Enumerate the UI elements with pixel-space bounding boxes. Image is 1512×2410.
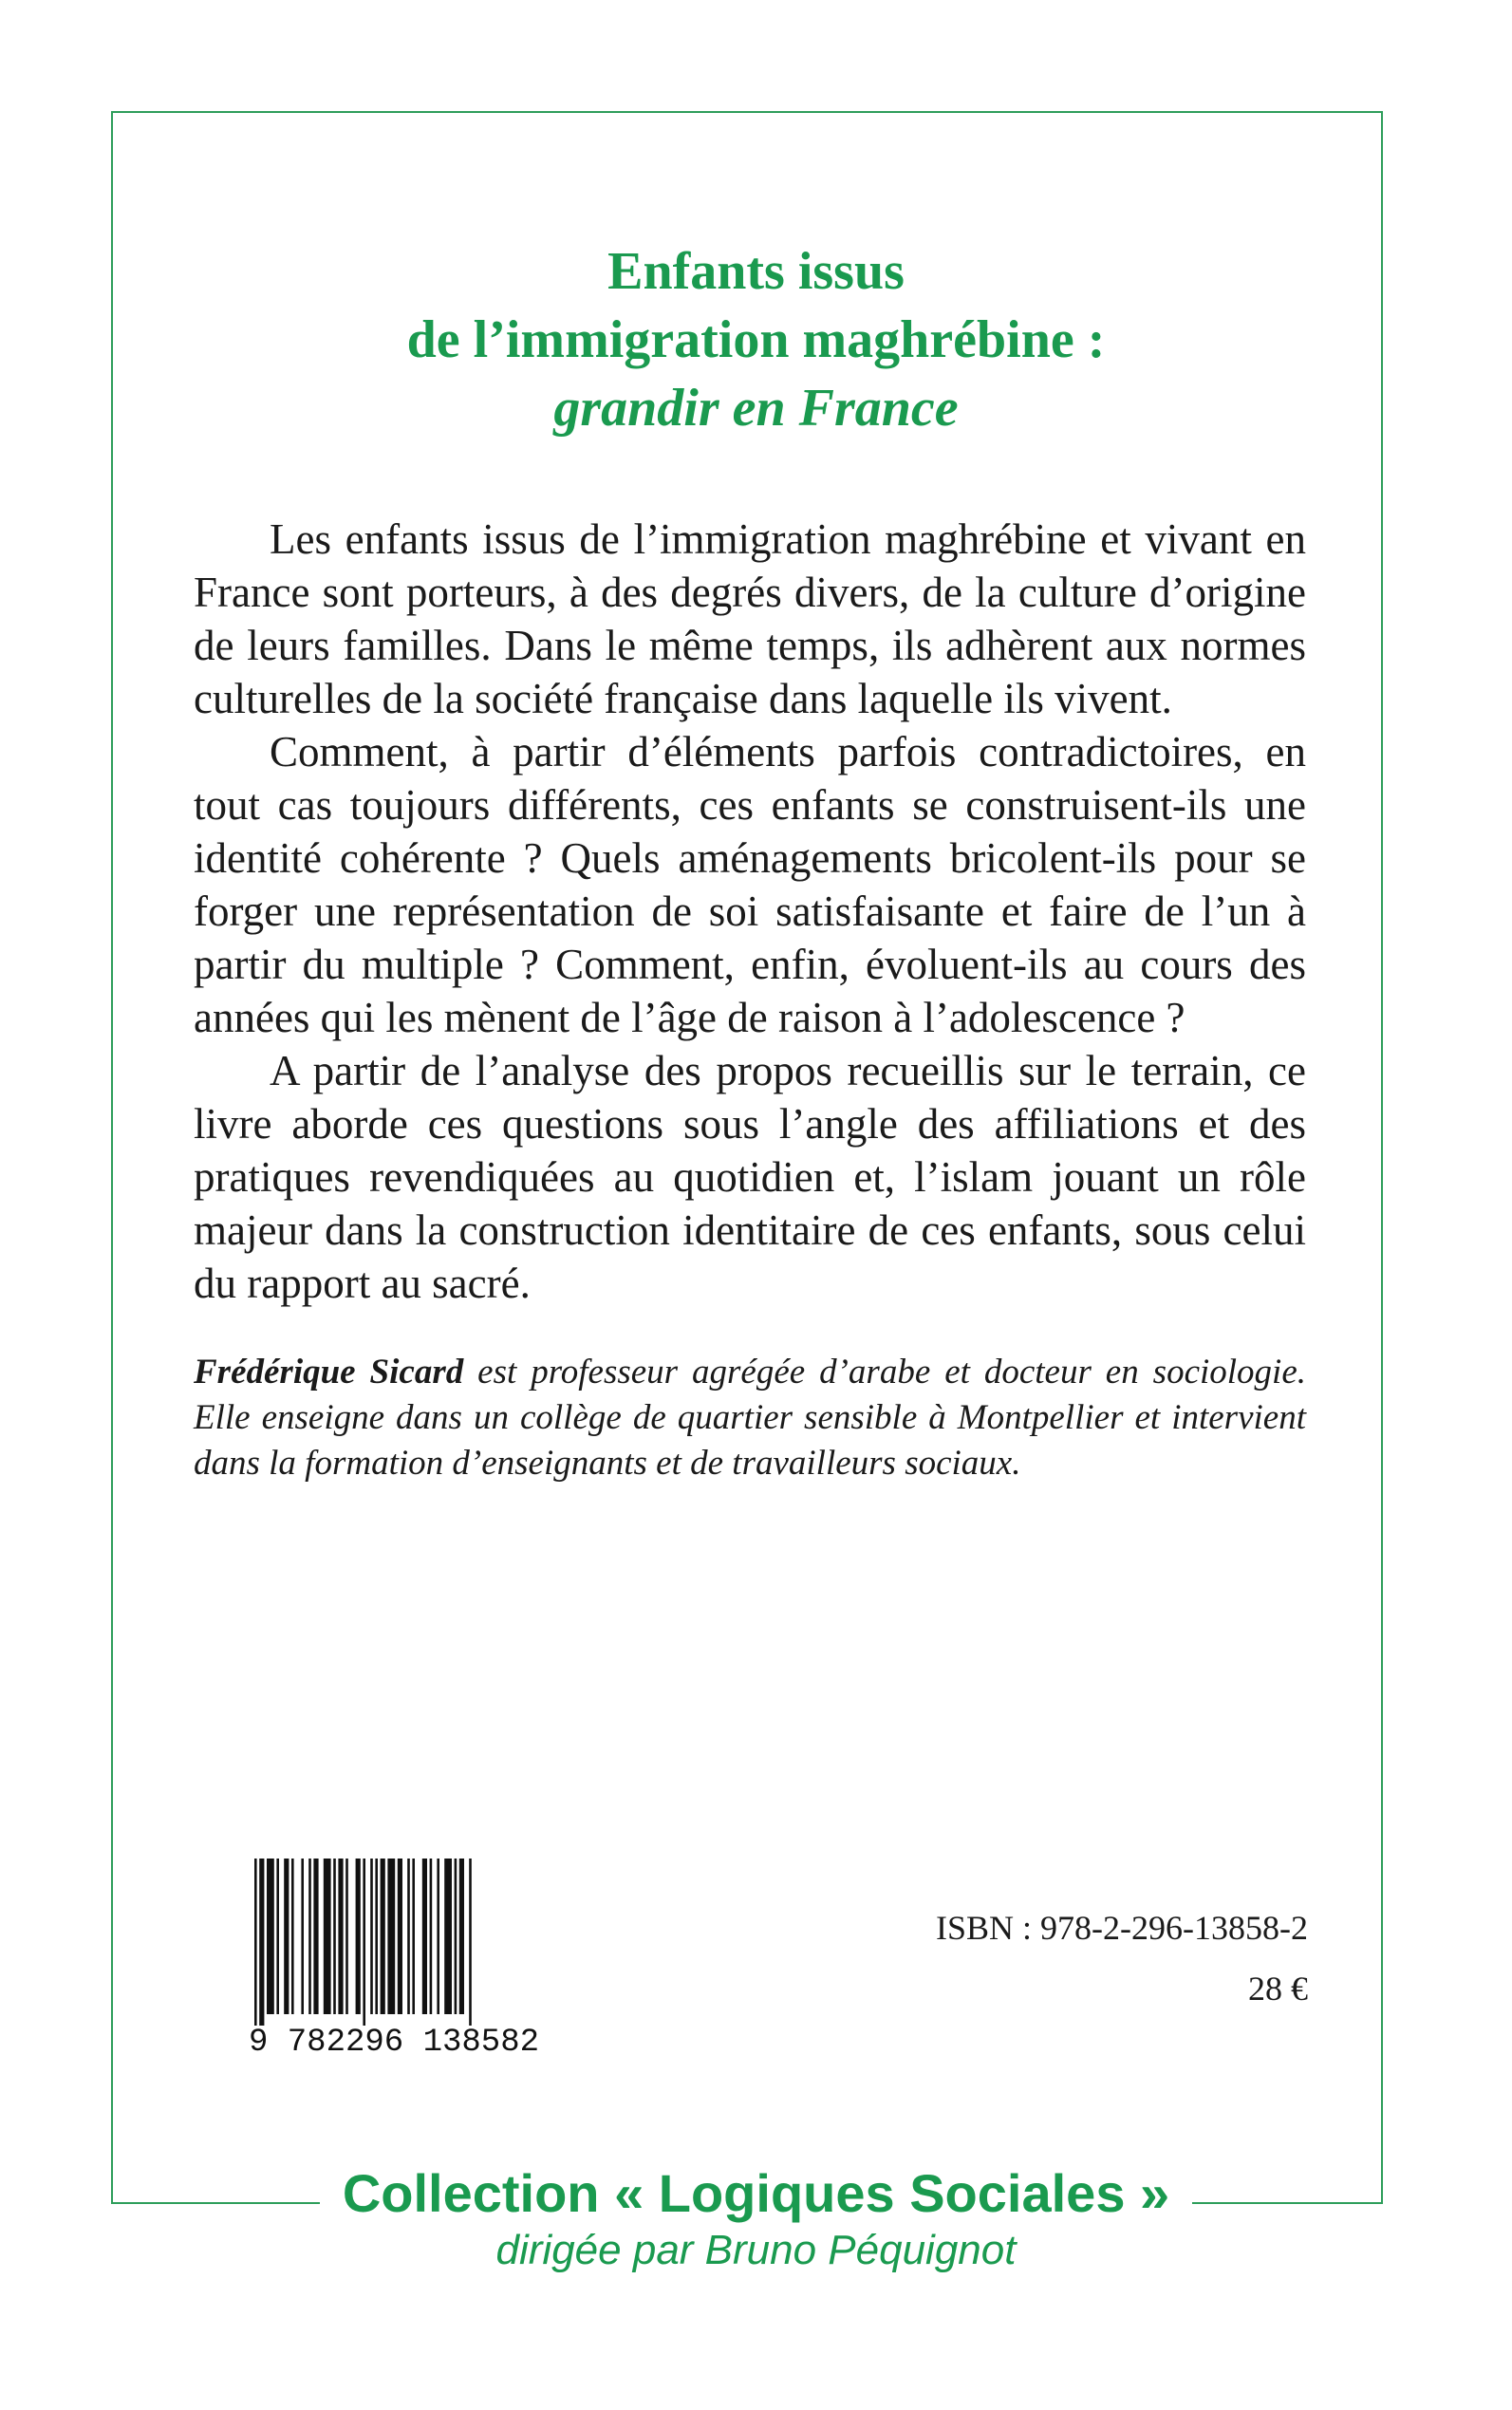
barcode-bar <box>398 1859 402 2014</box>
barcode-bar <box>387 1859 395 2014</box>
collection-title: Collection « Logiques Sociales » <box>342 2163 1170 2223</box>
barcode-bar <box>345 1859 348 2014</box>
barcode-bar <box>284 1859 289 2014</box>
blurb <box>194 513 1306 1310</box>
barcode-bar <box>333 1859 336 2014</box>
barcode-bar <box>259 1859 264 2026</box>
collection-band <box>0 2162 1512 2295</box>
barcode-bar <box>267 1859 274 2014</box>
barcode <box>228 1853 560 2057</box>
barcode-bar <box>375 1859 378 2014</box>
barcode-bar <box>363 1859 365 2026</box>
barcode-bar <box>254 1859 257 2026</box>
collection-editor: dirigée par Bruno Péquignot <box>495 2227 1017 2273</box>
barcode-bar <box>422 1859 427 2014</box>
blurb-paragraph-2: Comment, à partir d’éléments parfois contradictoires, en tout cas toujours différents, ces enfants se construisent-ils une identité cohérente ? Quels aménagements bricolent-ils pour se forger une représentation de soi satisfaisante et faire de l’un à partir du multiple ? Comment, enfin, évoluent-ils au cours des années qui les mènent de l’âge de raison à l’adolescence ? <box>194 728 1306 1041</box>
barcode-bar <box>455 1859 457 2014</box>
title-subtitle: grandir en France <box>553 379 959 438</box>
blurb-paragraph-1: Les enfants issus de l’immigration maghrébine et vivant en France sont porteurs, à des degrés divers, de la culture d’origine de leurs familles. Dans le même temps, ils adhèrent aux normes culturelles de la société française dans laquelle ils vivent. <box>194 515 1306 722</box>
author-name: Frédérique Sicard <box>194 1353 464 1392</box>
barcode-bar <box>430 1859 433 2014</box>
isbn: ISBN : 978-2-296-13858-2 <box>936 1909 1308 1947</box>
barcode-bars <box>254 1859 472 2026</box>
barcode-digits: 9 782296 138582 <box>248 2025 540 2057</box>
author-description: est professeur agrégée d’arabe et docteur en sociologie. Elle enseigne dans un collège de quartier sensible à Montpellier et intervient dans la formation d’enseignants et de travailleurs sociaux. <box>194 1353 1306 1483</box>
barcode-bar <box>356 1859 361 2014</box>
barcode-bar <box>381 1859 385 2014</box>
barcode-bar <box>276 1859 279 2014</box>
barcode-bar <box>437 1859 439 2014</box>
barcode-bar <box>301 1859 304 2014</box>
barcode-bar <box>313 1859 318 2014</box>
barcode-bar <box>291 1859 294 2014</box>
collection-label <box>320 2162 1192 2276</box>
blurb-paragraph-3: A partir de l’analyse des propos recueillis sur le terrain, ce livre aborde ces questions sous l’angle des affiliations et des pratiques revendiquées au quotidien et, l’islam jouant un rôle majeur dans la construction identitaire de ces enfants, sous celui du rapport au sacré. <box>194 1047 1306 1307</box>
barcode-bar <box>469 1859 472 2026</box>
barcode-bar <box>412 1859 415 2014</box>
barcode-bar <box>407 1859 410 2014</box>
book-title <box>0 237 1512 442</box>
price: 28 € <box>1248 1970 1308 2008</box>
title-line-2: de l’immigration maghrébine : <box>406 310 1106 369</box>
barcode-bar <box>308 1859 311 2014</box>
barcode-bar <box>444 1859 452 2014</box>
barcode-bar <box>338 1859 343 2014</box>
barcode-bar <box>370 1859 373 2014</box>
title-line-1: Enfants issus <box>607 242 905 301</box>
barcode-bar <box>459 1859 464 2014</box>
barcode-bar <box>324 1859 331 2014</box>
author-bio <box>194 1350 1306 1486</box>
